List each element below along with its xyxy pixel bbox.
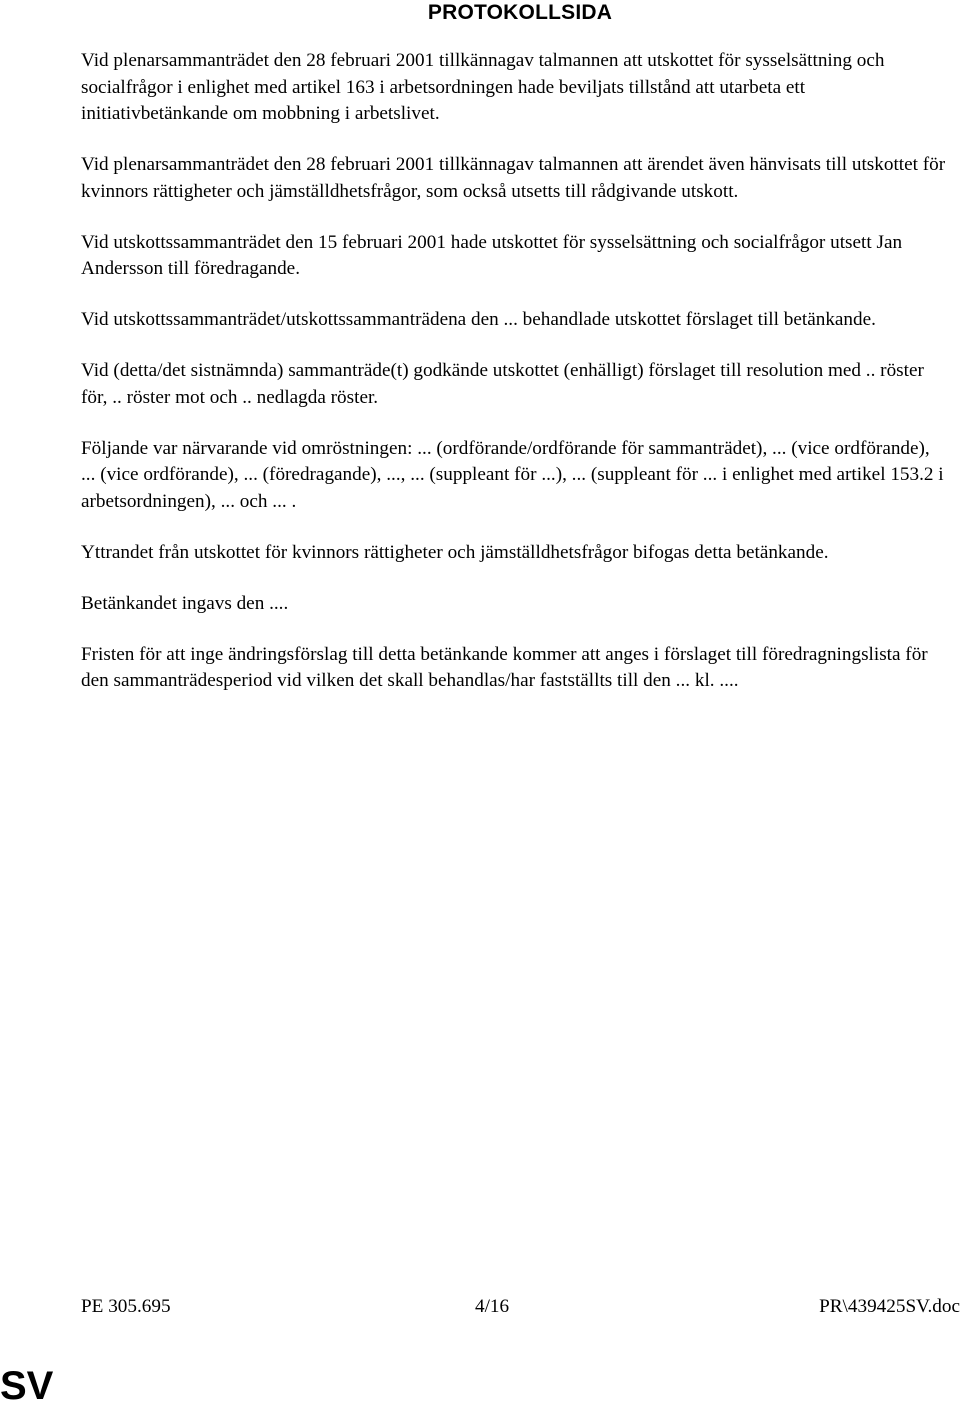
footer-document-reference: PE 305.695 <box>81 1296 171 1317</box>
paragraph-members-present: Följande var närvarande vid omröstningen: ... (ordförande/ordförande för sammanträdet), ... (vice ordförande), ... (vice ordförande), ... (föredragande), ..., ... (suppleant för ...), ... (suppleant för ... i enlighet med artikel 153.2 i arbetsordningen), ... och ... . <box>81 437 944 512</box>
paragraph-amendment-deadline: Fristen för att inge ändringsförslag till detta betänkande kommer att anges i förslaget till föredragningslista för den sammanträdesperiod vid vilken det skall behandlas/har fastställts till den ... kl. .... <box>81 643 928 691</box>
paragraph-referral-opinion-committee: Vid plenarsammanträdet den 28 februari 2001 tillkännagav talmannen att ärendet även hänvisats till utskottet för kvinnors rättigheter och jämställdhetsfrågor, som också utsetts till rådgivande utskott. <box>81 154 946 202</box>
paragraph-initiative-authorization: Vid plenarsammanträdet den 28 februari 2001 tillkännagav talmannen att utskottet för sysselsättning och socialfrågor i enlighet med artikel 163 i arbetsordningen hade beviljats tillstånd att utarbeta ett initiativbetänkande om mobbning i arbetslivet. <box>81 50 885 124</box>
paragraph-vote-result: Vid (detta/det sistnämnda) sammanträde(t) godkände utskottet (enhälligt) förslaget till resolution med .. röster för, .. röster mot och .. nedlagda röster. <box>81 360 924 408</box>
footer-page-number: 4/16 <box>475 1296 510 1317</box>
page-footer <box>81 1294 960 1322</box>
paragraph-opinion-attached: Yttrandet från utskottet för kvinnors rättigheter och jämställdhetsfrågor bifogas detta betänkande. <box>81 541 829 563</box>
language-code: SV <box>0 1364 54 1408</box>
paragraph-report-tabled: Betänkandet ingavs den .... <box>81 592 289 614</box>
page-title: PROTOKOLLSIDA <box>427 1 613 24</box>
paragraph-rapporteur-appointment: Vid utskottssammanträdet den 15 februari 2001 hade utskottet för sysselsättning och socialfrågor utsett Jan Andersson till föredragande. <box>81 231 903 279</box>
footer-document-file: PR\439425SV.doc <box>819 1296 960 1317</box>
document-body <box>81 48 947 719</box>
paragraph-committee-consideration: Vid utskottssammanträdet/utskottssammanträdena den ... behandlade utskottet förslaget till betänkande. <box>81 309 876 330</box>
